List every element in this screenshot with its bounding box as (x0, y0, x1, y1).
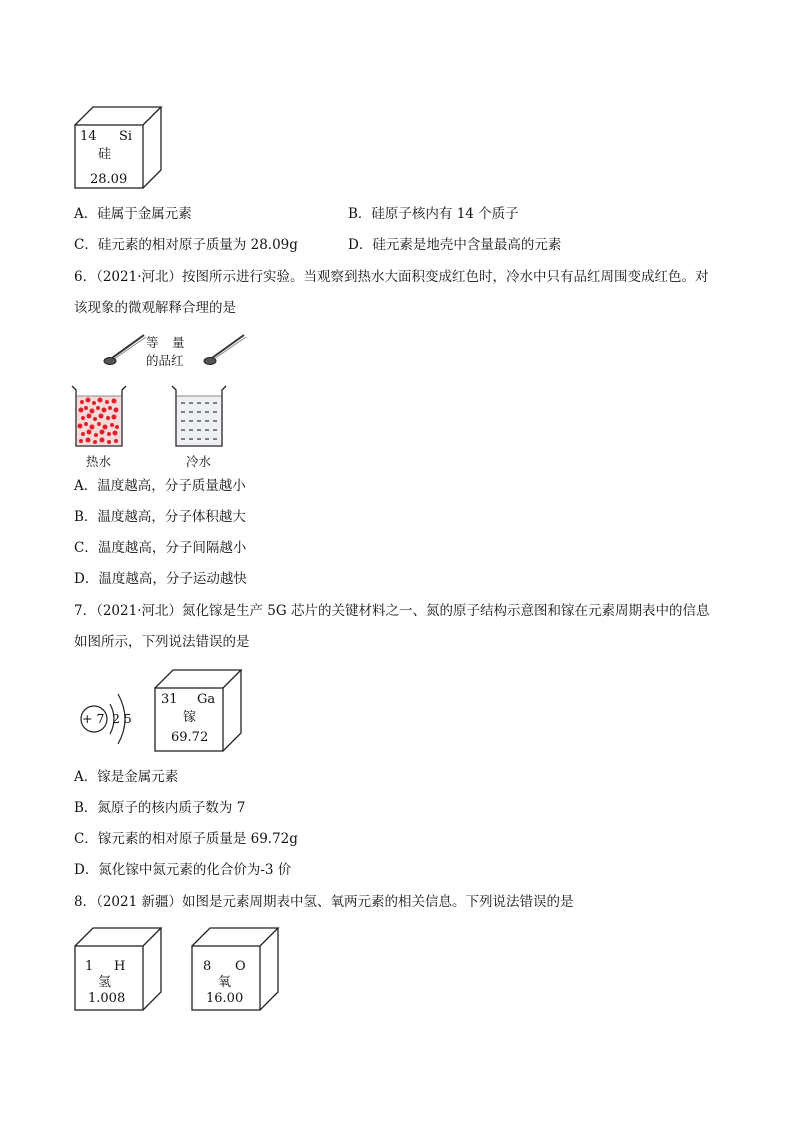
element-card-o (191, 926, 281, 1012)
atomic-mass: 69.72 (171, 730, 209, 745)
q5-option-d: D．硅元素是地壳中含量最高的元素 (348, 237, 562, 253)
q5-option-a: A．硅属于金属元素 (74, 206, 192, 222)
q6-stem-line2: 该现象的微观解释合理的是 (74, 300, 236, 316)
nucleus-charge: + 7 (82, 711, 105, 726)
nitrogen-atom-diagram (76, 684, 146, 754)
q7-option-b: B．氮原子的核内质子数为 7 (74, 800, 246, 816)
atomic-number: 1 (85, 959, 94, 974)
atomic-mass: 16.00 (206, 991, 244, 1006)
atomic-number: 14 (80, 129, 97, 144)
label-amount: 量 (172, 335, 185, 350)
q7-stem-line1: 7．（2021·河北）氮化镓是生产 5G 芯片的关键材料之一、氮的原子结构示意图和镓在元素周期表中的信息 (74, 603, 710, 619)
element-symbol: Ga (197, 692, 216, 707)
element-card-ga (154, 668, 244, 752)
q6-option-d: D．温度越高，分子运动越快 (74, 571, 247, 587)
q7-option-a: A．镓是金属元素 (74, 769, 179, 785)
element-symbol: O (235, 959, 246, 974)
element-symbol: Si (119, 129, 133, 144)
element-name: 氧 (218, 975, 232, 990)
element-name: 硅 (98, 147, 112, 162)
q8-stem-line1: 8．（2021 新疆）如图是元素周期表中氢、氧两元素的相关信息。下列说法错误的是 (74, 894, 574, 910)
q5-option-c: C．硅元素的相对原子质量为 28.09g (74, 237, 298, 253)
atomic-mass: 28.09 (90, 172, 128, 187)
q6-option-b: B．温度越高，分子体积越大 (74, 509, 246, 525)
label-hot-water: 热水 (86, 454, 112, 469)
atomic-number: 31 (161, 692, 178, 707)
q6-option-c: C．温度越高，分子间隔越小 (74, 540, 247, 556)
q5-option-b: B．硅原子核内有 14 个质子 (348, 206, 519, 222)
element-name: 氢 (98, 975, 112, 990)
label-cold-water: 冷水 (186, 454, 212, 469)
q7-option-d: D．氮化镓中氮元素的化合价为-3 价 (74, 862, 292, 878)
q7-stem-line2: 如图所示，下列说法错误的是 (74, 634, 250, 650)
element-card-h (74, 926, 164, 1012)
electron-shells: 2 5 (112, 711, 132, 726)
element-symbol: H (114, 959, 126, 974)
label-dye: 的品红 (146, 353, 184, 368)
element-name: 镓 (183, 710, 197, 725)
label-equal: 等 (146, 335, 159, 350)
q7-option-c: C．镓元素的相对原子质量是 69.72g (74, 831, 298, 847)
atomic-mass: 1.008 (88, 991, 126, 1006)
atomic-number: 8 (203, 959, 212, 974)
element-card-si (74, 105, 164, 189)
q6-stem-line1: 6．（2021·河北）按图所示进行实验。当观察到热水大面积变成红色时，冷水中只有品红周围变成红色。对 (74, 269, 709, 285)
diffusion-experiment-figure (64, 330, 254, 470)
q6-option-a: A．温度越高，分子质量越小 (74, 478, 246, 494)
